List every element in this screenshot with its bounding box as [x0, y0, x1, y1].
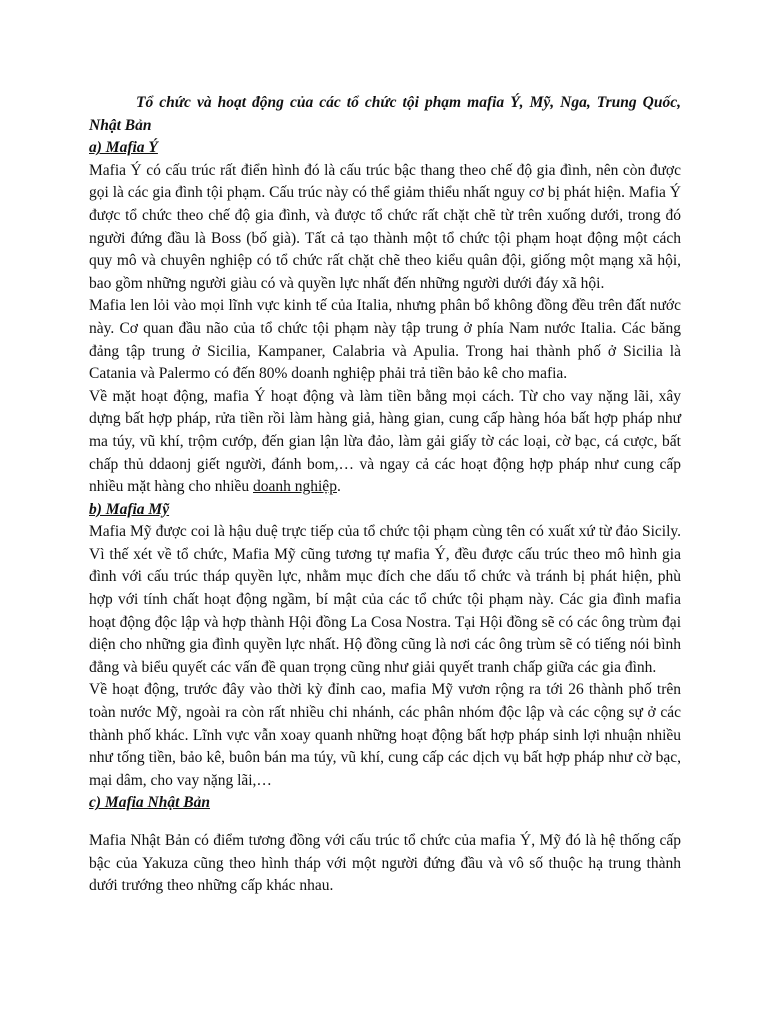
paragraph-usa-structure: Mafia Mỹ được coi là hậu duệ trực tiếp của tổ chức tội phạm cùng tên có xuất xứ từ đảo Sicily. Vì thế xét về tổ chức, Mafia Mỹ cũng tương tự mafia Ý, đều được cấu trúc theo mô hình gia đình với cấu trúc tháp quyền lực, nhằm mục đích che dấu tổ chức và tránh bị phát hiện, phù hợp với tính chất hoạt động ngầm, bí mật của các tổ chức tội phạm này. Các gia đình mafia hoạt động độc lập và hợp thành Hội đồng La Cosa Nostra. Tại Hội đồng sẽ có các ông trùm đại diện cho những gia đình quyền lực nhất. Hộ đồng cũng là nơi các ông trùm sẽ có tiếng nói bình đẳng và biểu quyết các vấn đề quan trọng cũng như giải quyết tranh chấp giữa các gia đình. — [89, 523, 681, 676]
paragraph-italy-activities-text: Về mặt hoạt động, mafia Ý hoạt động và làm tiền bằng mọi cách. Từ cho vay nặng lãi, xây dựng bất hợp pháp, rửa tiền rồi làm hàng giả, hàng gian, cung cấp hàng hóa bất hợp pháp như ma túy, vũ khí, trộm cướp, đến gian lận lừa đảo, làm gải giấy tờ các loại, cờ bạc, cá cược, bất chấp thủ ddaonj giết người, đánh bom,… và ngay cả các hoạt động hợp pháp như cung cấp nhiều mặt hàng cho nhiều — [89, 387, 681, 496]
paragraph-italy-activities — [89, 386, 681, 499]
section-heading-italy: a) Mafia Ý — [89, 139, 158, 157]
document-title: Tổ chức và hoạt động của các tổ chức tội phạm mafia Ý, Mỹ, Nga, Trung Quốc, Nhật Bản — [89, 94, 681, 134]
paragraph-italy-regions: Mafia len lỏi vào mọi lĩnh vực kinh tế của Italia, nhưng phân bổ không đồng đều trên đất nước này. Cơ quan đầu não của tổ chức tội phạm này tập trung ở phía Nam nước Italia. Các băng đảng tập trung ở Sicilia, Kampaner, Calabria và Apulia. Trong hai thành phố ở Sicilia là Catania và Palermo có đến 80% doanh nghiệp phải trả tiền bảo kê cho mafia. — [89, 297, 681, 383]
section-heading-japan: c) Mafia Nhật Bản — [89, 794, 210, 812]
paragraph-italy-structure: Mafia Ý có cấu trúc rất điển hình đó là cấu trúc bậc thang theo chế độ gia đình, nên còn được gọi là các gia đình tội phạm. Cấu trúc này có thể giảm thiểu nhất nguy cơ bị phát hiện. Mafia Ý được tổ chức theo chế độ gia đình, và được tổ chức rất chặt chẽ từ trên xuống dưới, trong đó người đứng đầu là Boss (bố già). Tất cả tạo thành một tổ chức tội phạm hoạt động một cách quy mô và chuyên nghiệp có tổ chức rất chặt chẽ theo kiểu quân đội, giống một mạng xã hội, bao gồm những người giàu có và quyền lực nhất đến những người dưới đáy xã hội. — [89, 161, 681, 292]
section-heading-usa: b) Mafia Mỹ — [89, 500, 170, 518]
link-doanh-nghiep[interactable]: doanh nghiệp — [253, 478, 337, 496]
paragraph-usa-activities: Về hoạt động, trước đây vào thời kỳ đỉnh cao, mafia Mỹ vươn rộng ra tới 26 thành phố trên toàn nước Mỹ, ngoài ra còn rất nhiều chi nhánh, các phân nhóm độc lập và các cộng sự ở các thành phố khác. Lĩnh vực vẫn xoay quanh những hoạt động bất hợp pháp sinh lợi nhuận nhiều như tống tiền, bảo kê, buôn bán ma túy, vũ khí, cung cấp các dịch vụ bất hợp pháp như cờ bạc, mại dâm, cho vay nặng lãi,… — [89, 681, 681, 789]
paragraph-italy-activities-end: . — [336, 478, 341, 496]
paragraph-japan-structure: Mafia Nhật Bản có điểm tương đồng với cấu trúc tổ chức của mafia Ý, Mỹ đó là hệ thống cấp bậc của Yakuza cũng theo hình tháp với một người đứng đầu và vô số thuộc hạ trung thành dưới trướng theo những cấp khác nhau. — [89, 832, 681, 895]
